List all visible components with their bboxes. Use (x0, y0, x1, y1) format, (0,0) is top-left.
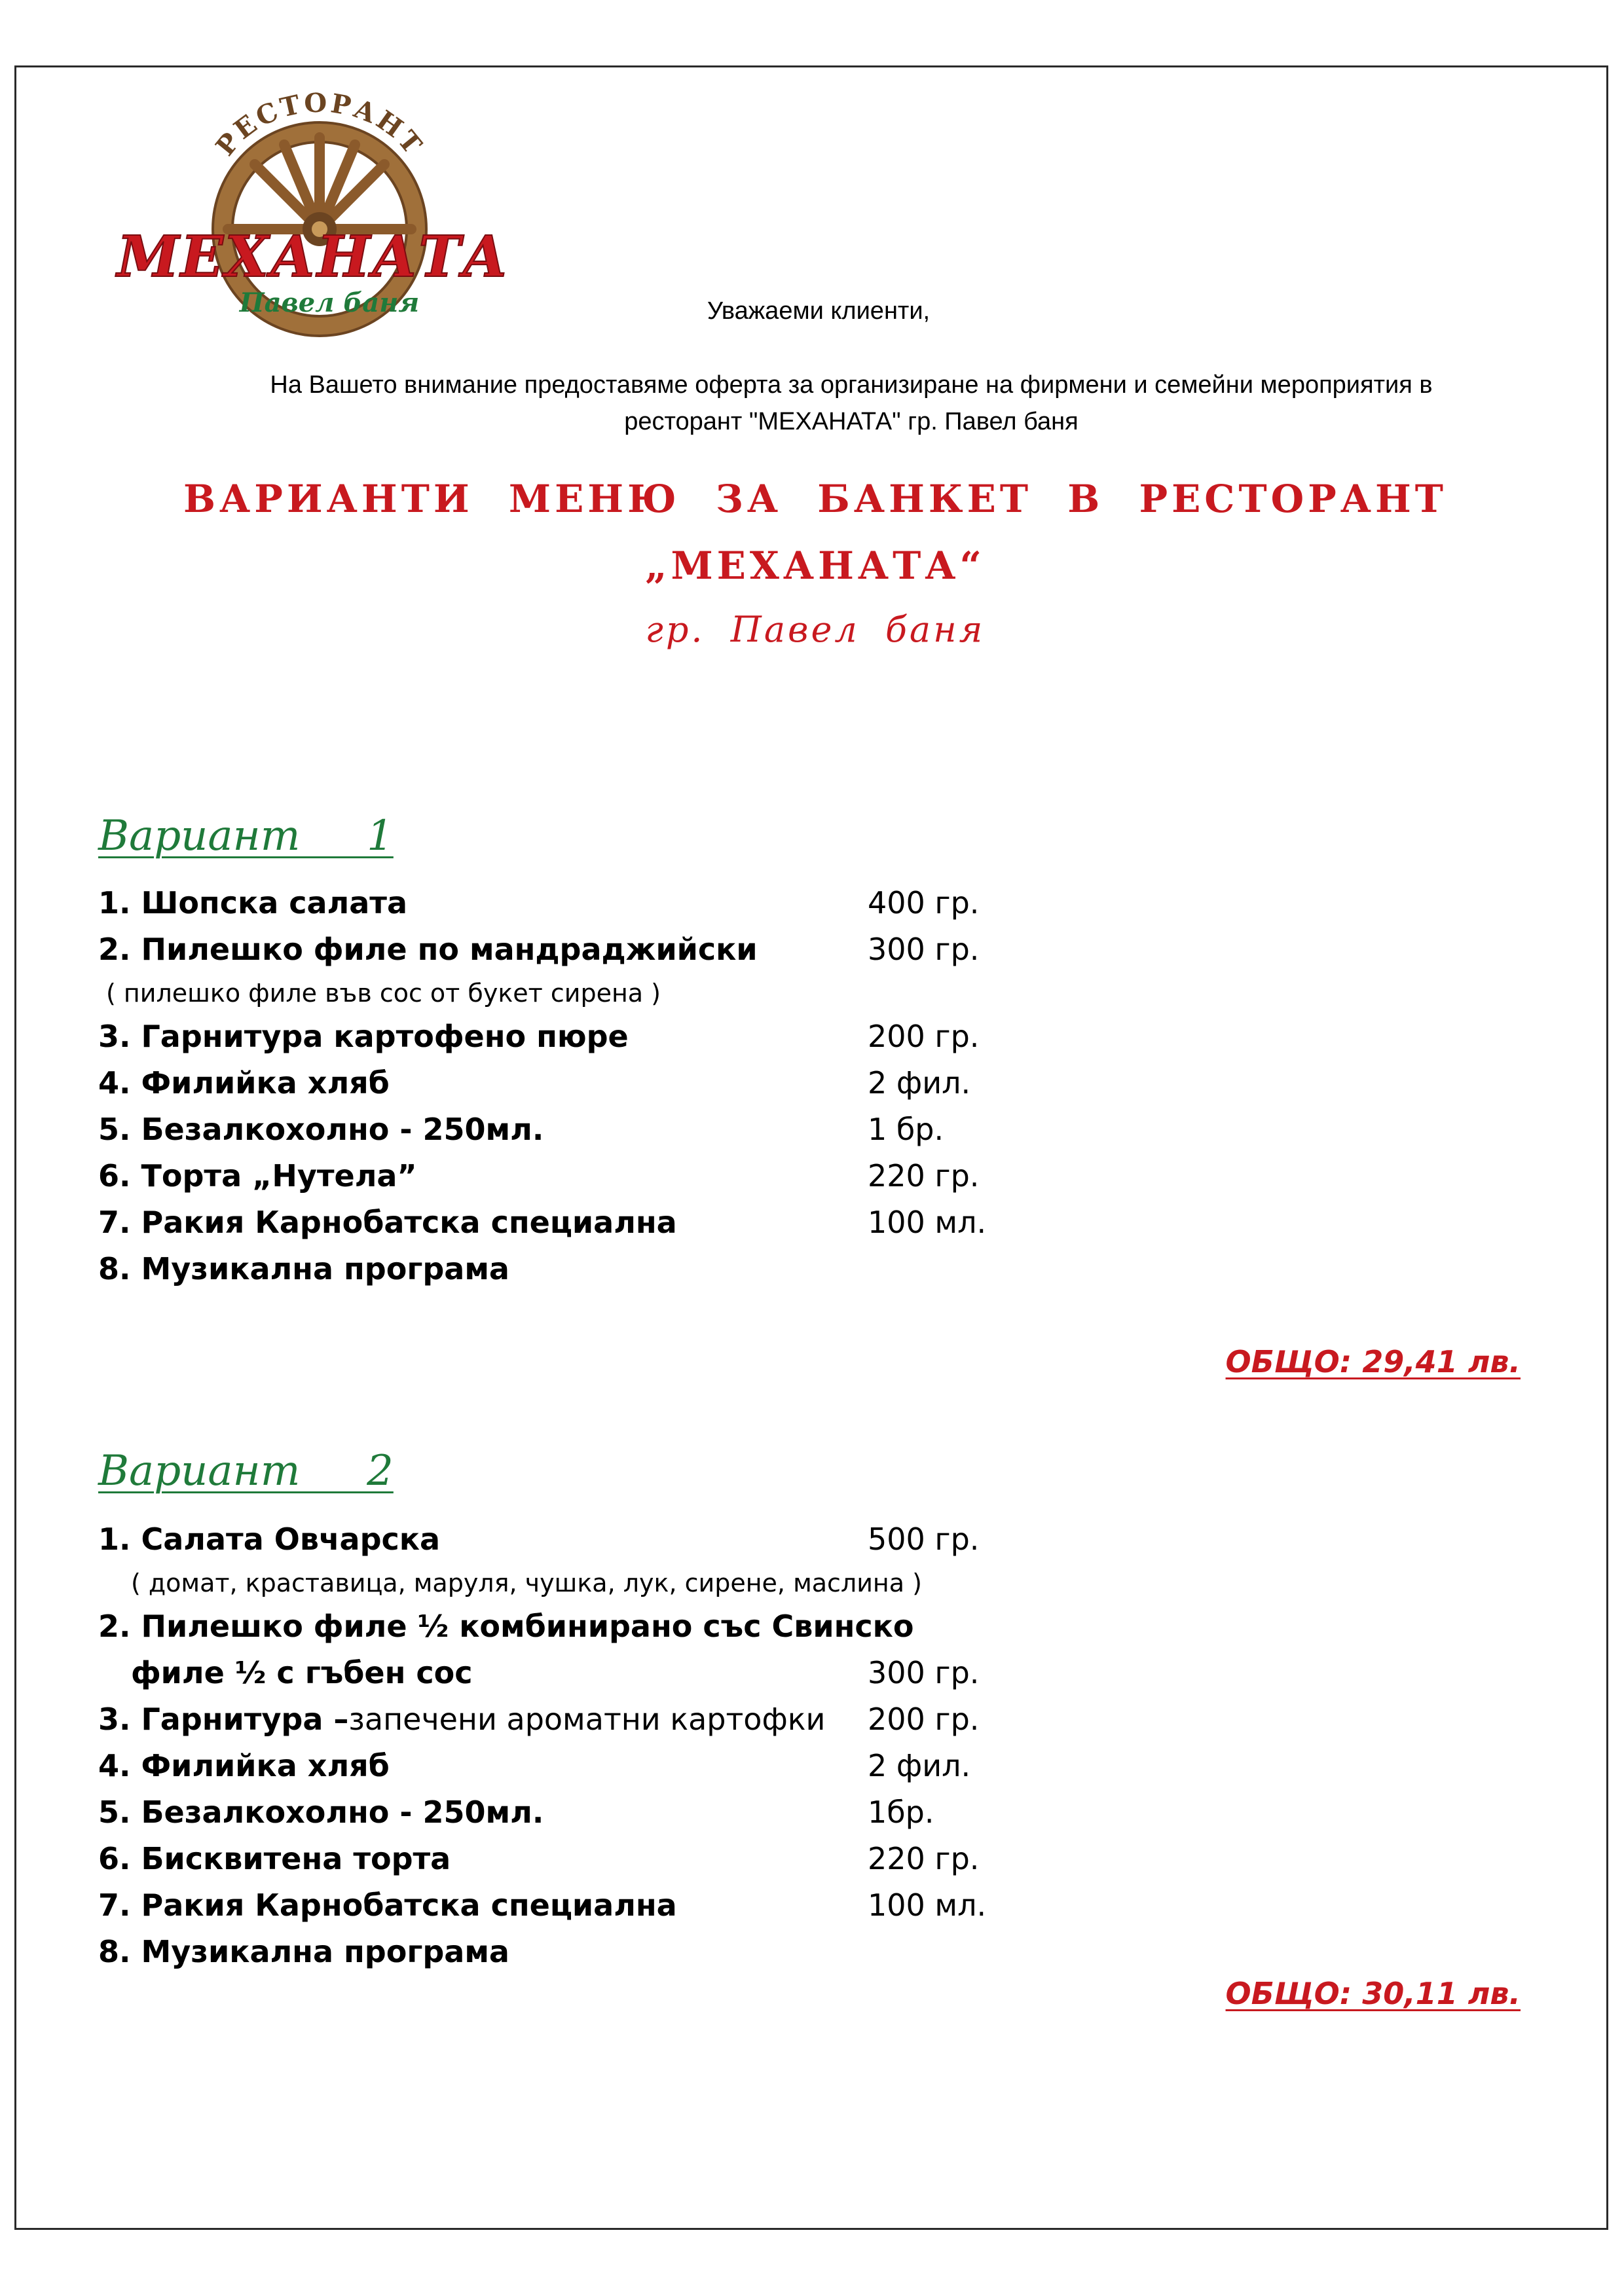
item-qty: 220 гр. (868, 1158, 980, 1194)
list-item (98, 1882, 1211, 1929)
item-qty: 400 гр. (868, 885, 980, 920)
item-qty: 300 гр. (868, 1655, 980, 1690)
item-name: 7. Ракия Карнобатска специална (98, 1887, 677, 1923)
logo-arc-text: РЕСТОРАНТ (210, 87, 430, 162)
variant-2-total: ОБЩО: 30,11 лв. (1225, 1976, 1521, 2011)
title-word: В (1067, 477, 1104, 521)
variant-1-items (98, 880, 1211, 1292)
item-name: 4. Филийка хляб (98, 1748, 390, 1783)
item-qty: 1бр. (868, 1795, 934, 1830)
item-qty: 200 гр. (868, 1702, 980, 1737)
restaurant-logo (117, 87, 509, 321)
list-item (98, 1199, 1211, 1246)
item-name: 5. Безалкохолно - 250мл. (98, 1112, 544, 1147)
wagon-wheel-icon (117, 87, 509, 321)
list-item (98, 1516, 1211, 1563)
item-name: 8. Музикална програма (98, 1251, 509, 1286)
item-name: 1. Шопска салата (98, 885, 407, 920)
logo-name: МЕХАНАТА (117, 224, 509, 290)
item-name: 7. Ракия Карнобатска специална (98, 1205, 677, 1240)
list-item (98, 1153, 1211, 1199)
title-word: МЕНЮ (508, 477, 680, 521)
list-item (98, 1106, 1211, 1153)
list-item (98, 1836, 1211, 1882)
variant-1-total: ОБЩО: 29,41 лв. (1225, 1344, 1521, 1379)
list-item (98, 880, 1211, 926)
list-item (98, 1603, 1211, 1650)
item-qty: 1 бр. (868, 1112, 944, 1147)
item-qty: 100 мл. (868, 1205, 987, 1240)
item-qty: 2 фил. (868, 1065, 971, 1101)
intro-line-1: На Вашето внимание предоставяме оферта за организиране на фирмени и семейни мероприятия в (270, 371, 1433, 399)
item-note: ( домат, краставица, маруля, чушка, лук, сирене, маслина ) (131, 1569, 922, 1597)
item-note: ( пилешко филе във сос от букет сирена ) (106, 979, 661, 1008)
item-qty: 100 мл. (868, 1887, 987, 1923)
list-item (98, 1789, 1211, 1836)
list-item (98, 1743, 1211, 1789)
list-item (98, 1929, 1211, 1975)
item-name: 3. Гарнитура картофено пюре (98, 1019, 629, 1054)
list-item (98, 1013, 1211, 1060)
logo-town: Павел баня (239, 287, 420, 318)
list-item (98, 1060, 1211, 1106)
title-word: ЗА (715, 477, 783, 521)
item-qty: 2 фил. (868, 1748, 971, 1783)
title-word: ВАРИАНТИ (183, 477, 473, 521)
item-name: 8. Музикална програма (98, 1934, 509, 1969)
item-name: 2. Пилешко филе ½ комбинирано със Свинско (98, 1609, 914, 1644)
list-item (98, 926, 1211, 973)
item-name: 6. Бисквитена торта (98, 1841, 451, 1876)
item-name-bold: 3. Гарнитура – (98, 1702, 349, 1737)
menu-title (183, 477, 1447, 521)
item-name: 4. Филийка хляб (98, 1065, 390, 1101)
title-word: РЕСТОРАНТ (1139, 477, 1447, 521)
variant-2-heading: Вариант 2 (98, 1447, 394, 1495)
greeting: Уважаеми клиенти, (707, 297, 931, 325)
item-name: 1. Салата Овчарска (98, 1522, 441, 1557)
list-item (98, 1246, 1211, 1292)
item-name: 2. Пилешко филе по мандраджийски (98, 932, 758, 967)
item-qty: 220 гр. (868, 1841, 980, 1876)
menu-subtitle-town: гр. Павел баня (645, 609, 986, 650)
list-item (98, 1696, 1211, 1743)
item-name-plain: запечени ароматни картофки (348, 1702, 826, 1737)
item-qty: 200 гр. (868, 1019, 980, 1054)
title-word: БАНКЕТ (817, 477, 1033, 521)
item-name: 5. Безалкохолно - 250мл. (98, 1795, 544, 1830)
item-name (98, 1696, 825, 1743)
list-item (98, 1650, 1211, 1696)
item-name: филе ½ с гъбен сос (131, 1655, 473, 1690)
intro-line-2: ресторант "МЕХАНАТА" гр. Павел баня (624, 408, 1079, 435)
variant-2-items (98, 1516, 1211, 1975)
variant-1-heading: Вариант 1 (98, 812, 394, 860)
menu-title-restaurant: „МЕХАНАТА“ (645, 543, 986, 588)
item-qty: 300 гр. (868, 932, 980, 967)
item-name: 6. Торта „Нутела” (98, 1158, 417, 1194)
intro-paragraph (131, 367, 1572, 440)
item-qty: 500 гр. (868, 1522, 980, 1557)
